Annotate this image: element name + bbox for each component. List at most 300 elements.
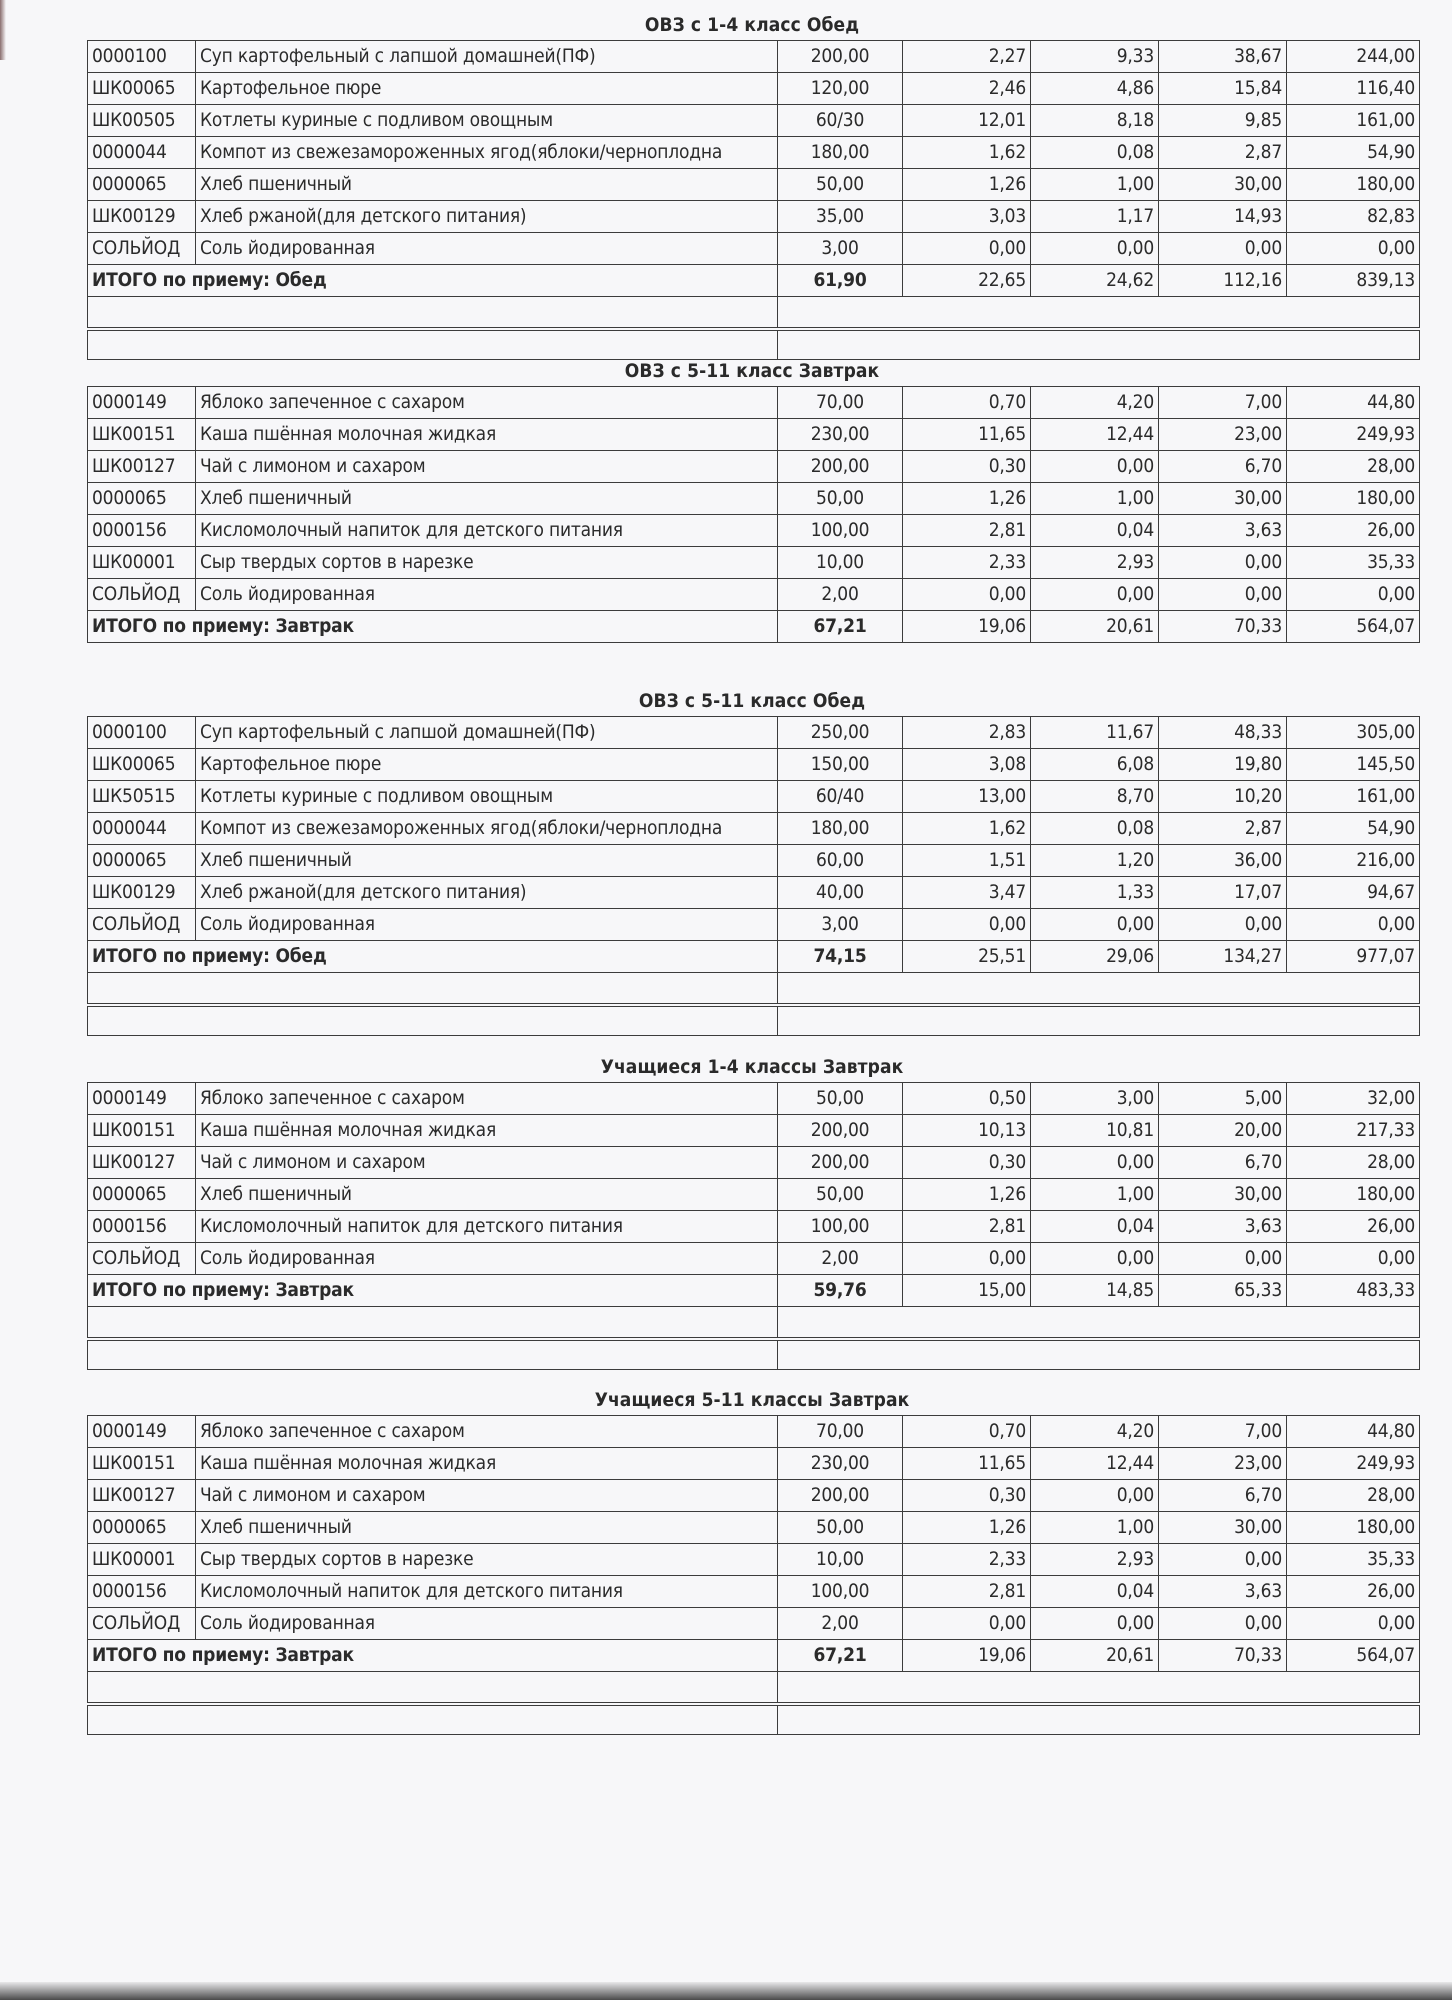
- dish-name: Компот из свежезамороженных ягод(яблоки/черноплодна: [196, 813, 778, 845]
- blank-row: [88, 1672, 1420, 1705]
- total-weight: 67,21: [778, 1640, 903, 1672]
- fat: 6,08: [1031, 749, 1159, 781]
- fat: 4,86: [1031, 73, 1159, 105]
- table-row: [88, 579, 1420, 611]
- protein: 0,30: [903, 1147, 1031, 1179]
- portion-weight: 100,00: [778, 1211, 903, 1243]
- menu-table: [87, 40, 1420, 360]
- protein: 2,81: [903, 1211, 1031, 1243]
- blank-row: [88, 1339, 1420, 1370]
- table-row: [88, 483, 1420, 515]
- protein: 2,46: [903, 73, 1031, 105]
- kcal: 28,00: [1287, 1480, 1420, 1512]
- scan-page-edge: [0, 0, 6, 60]
- portion-weight: 60/30: [778, 105, 903, 137]
- portion-weight: 40,00: [778, 877, 903, 909]
- protein: 2,33: [903, 1544, 1031, 1576]
- dish-code: ШК00151: [88, 419, 196, 451]
- dish-name: Кисломолочный напиток для детского питания: [196, 1211, 778, 1243]
- total-protein: 19,06: [903, 1640, 1031, 1672]
- table-row: [88, 1147, 1420, 1179]
- portion-weight: 2,00: [778, 579, 903, 611]
- dish-code: 0000065: [88, 169, 196, 201]
- kcal: 26,00: [1287, 515, 1420, 547]
- carbs: 30,00: [1159, 169, 1287, 201]
- portion-weight: 180,00: [778, 137, 903, 169]
- carbs: 23,00: [1159, 1448, 1287, 1480]
- table-row: [88, 515, 1420, 547]
- dish-name: Соль йодированная: [196, 233, 778, 265]
- carbs: 0,00: [1159, 1544, 1287, 1576]
- carbs: 30,00: [1159, 483, 1287, 515]
- kcal: 0,00: [1287, 1243, 1420, 1275]
- kcal: 145,50: [1287, 749, 1420, 781]
- portion-weight: 10,00: [778, 1544, 903, 1576]
- dish-code: 0000156: [88, 515, 196, 547]
- portion-weight: 200,00: [778, 1147, 903, 1179]
- kcal: 0,00: [1287, 909, 1420, 941]
- carbs: 14,93: [1159, 201, 1287, 233]
- protein: 12,01: [903, 105, 1031, 137]
- total-row: [88, 265, 1420, 297]
- dish-code: ШК00151: [88, 1115, 196, 1147]
- menu-section-ovz-5-11-breakfast: [87, 356, 1417, 643]
- dish-code: 0000149: [88, 387, 196, 419]
- total-protein: 25,51: [903, 941, 1031, 973]
- portion-weight: 10,00: [778, 547, 903, 579]
- kcal: 217,33: [1287, 1115, 1420, 1147]
- protein: 0,30: [903, 451, 1031, 483]
- protein: 1,26: [903, 1179, 1031, 1211]
- protein: 1,62: [903, 813, 1031, 845]
- section-title: Учащиеся 1-4 классы Завтрак: [600, 1056, 904, 1078]
- fat: 0,08: [1031, 137, 1159, 169]
- protein: 2,81: [903, 515, 1031, 547]
- dish-name: Сыр твердых сортов в нарезке: [196, 1544, 778, 1576]
- fat: 0,00: [1031, 233, 1159, 265]
- protein: 0,00: [903, 1608, 1031, 1640]
- protein: 3,03: [903, 201, 1031, 233]
- dish-code: ШК00127: [88, 1480, 196, 1512]
- portion-weight: 3,00: [778, 233, 903, 265]
- portion-weight: 180,00: [778, 813, 903, 845]
- kcal: 116,40: [1287, 73, 1420, 105]
- fat: 8,18: [1031, 105, 1159, 137]
- total-weight: 59,76: [778, 1275, 903, 1307]
- fat: 0,04: [1031, 515, 1159, 547]
- carbs: 3,63: [1159, 1576, 1287, 1608]
- dish-code: 0000065: [88, 483, 196, 515]
- carbs: 5,00: [1159, 1083, 1287, 1115]
- kcal: 26,00: [1287, 1211, 1420, 1243]
- total-fat: 14,85: [1031, 1275, 1159, 1307]
- dish-code: 0000100: [88, 41, 196, 73]
- total-weight: 74,15: [778, 941, 903, 973]
- carbs: 10,20: [1159, 781, 1287, 813]
- kcal: 249,93: [1287, 419, 1420, 451]
- fat: 0,00: [1031, 1147, 1159, 1179]
- carbs: 6,70: [1159, 1147, 1287, 1179]
- kcal: 26,00: [1287, 1576, 1420, 1608]
- menu-section-students-1-4-breakfast: [87, 1052, 1417, 1370]
- table-row: [88, 1211, 1420, 1243]
- total-kcal: 977,07: [1287, 941, 1420, 973]
- dish-name: Соль йодированная: [196, 1243, 778, 1275]
- carbs: 6,70: [1159, 451, 1287, 483]
- menu-table: [87, 1415, 1420, 1735]
- portion-weight: 2,00: [778, 1608, 903, 1640]
- menu-section-ovz-5-11-lunch: [87, 686, 1417, 1036]
- total-label: ИТОГО по приему: Обед: [88, 941, 778, 973]
- protein: 1,26: [903, 483, 1031, 515]
- fat: 0,04: [1031, 1211, 1159, 1243]
- dish-name: Сыр твердых сортов в нарезке: [196, 547, 778, 579]
- dish-name: Чай с лимоном и сахаром: [196, 451, 778, 483]
- fat: 9,33: [1031, 41, 1159, 73]
- carbs: 48,33: [1159, 717, 1287, 749]
- dish-code: ШК00127: [88, 451, 196, 483]
- dish-code: СОЛЬЙОД: [88, 579, 196, 611]
- blank-row: [88, 297, 1420, 330]
- carbs: 0,00: [1159, 579, 1287, 611]
- dish-name: Каша пшённая молочная жидкая: [196, 1448, 778, 1480]
- table-row: [88, 1115, 1420, 1147]
- dish-code: 0000044: [88, 813, 196, 845]
- kcal: 54,90: [1287, 813, 1420, 845]
- total-weight: 61,90: [778, 265, 903, 297]
- fat: 2,93: [1031, 1544, 1159, 1576]
- carbs: 15,84: [1159, 73, 1287, 105]
- portion-weight: 70,00: [778, 1416, 903, 1448]
- table-row: [88, 1083, 1420, 1115]
- table-row: [88, 137, 1420, 169]
- portion-weight: 60,00: [778, 845, 903, 877]
- kcal: 180,00: [1287, 1512, 1420, 1544]
- total-fat: 20,61: [1031, 611, 1159, 643]
- kcal: 54,90: [1287, 137, 1420, 169]
- kcal: 35,33: [1287, 547, 1420, 579]
- kcal: 82,83: [1287, 201, 1420, 233]
- protein: 0,00: [903, 1243, 1031, 1275]
- carbs: 0,00: [1159, 547, 1287, 579]
- carbs: 0,00: [1159, 909, 1287, 941]
- dish-code: ШК00001: [88, 1544, 196, 1576]
- carbs: 3,63: [1159, 1211, 1287, 1243]
- section-title: Учащиеся 5-11 классы Завтрак: [594, 1389, 910, 1411]
- dish-name: Котлеты куриные с подливом овощным: [196, 105, 778, 137]
- protein: 2,83: [903, 717, 1031, 749]
- kcal: 180,00: [1287, 483, 1420, 515]
- total-kcal: 839,13: [1287, 265, 1420, 297]
- carbs: 2,87: [1159, 813, 1287, 845]
- kcal: 180,00: [1287, 1179, 1420, 1211]
- protein: 10,13: [903, 1115, 1031, 1147]
- protein: 3,08: [903, 749, 1031, 781]
- dish-name: Соль йодированная: [196, 909, 778, 941]
- carbs: 6,70: [1159, 1480, 1287, 1512]
- carbs: 36,00: [1159, 845, 1287, 877]
- blank-row: [88, 1704, 1420, 1735]
- portion-weight: 230,00: [778, 1448, 903, 1480]
- carbs: 0,00: [1159, 1243, 1287, 1275]
- portion-weight: 50,00: [778, 169, 903, 201]
- dish-code: СОЛЬЙОД: [88, 233, 196, 265]
- fat: 4,20: [1031, 1416, 1159, 1448]
- total-protein: 22,65: [903, 265, 1031, 297]
- table-row: [88, 1544, 1420, 1576]
- dish-name: Каша пшённая молочная жидкая: [196, 1115, 778, 1147]
- table-row: [88, 73, 1420, 105]
- protein: 0,70: [903, 387, 1031, 419]
- carbs: 7,00: [1159, 1416, 1287, 1448]
- fat: 1,00: [1031, 483, 1159, 515]
- table-row: [88, 909, 1420, 941]
- dish-code: ШК00505: [88, 105, 196, 137]
- fat: 0,00: [1031, 909, 1159, 941]
- fat: 0,00: [1031, 1480, 1159, 1512]
- dish-name: Яблоко запеченное с сахаром: [196, 1416, 778, 1448]
- kcal: 0,00: [1287, 233, 1420, 265]
- menu-table: [87, 716, 1420, 1036]
- kcal: 216,00: [1287, 845, 1420, 877]
- protein: 0,30: [903, 1480, 1031, 1512]
- total-row: [88, 1640, 1420, 1672]
- fat: 4,20: [1031, 387, 1159, 419]
- total-protein: 15,00: [903, 1275, 1031, 1307]
- protein: 0,50: [903, 1083, 1031, 1115]
- total-weight: 67,21: [778, 611, 903, 643]
- dish-code: ШК00065: [88, 749, 196, 781]
- protein: 1,26: [903, 169, 1031, 201]
- dish-code: ШК00001: [88, 547, 196, 579]
- fat: 0,00: [1031, 1243, 1159, 1275]
- fat: 0,04: [1031, 1576, 1159, 1608]
- protein: 0,00: [903, 579, 1031, 611]
- protein: 1,26: [903, 1512, 1031, 1544]
- table-row: [88, 845, 1420, 877]
- dish-code: 0000065: [88, 845, 196, 877]
- kcal: 44,80: [1287, 387, 1420, 419]
- protein: 2,33: [903, 547, 1031, 579]
- dish-name: Яблоко запеченное с сахаром: [196, 1083, 778, 1115]
- dish-name: Котлеты куриные с подливом овощным: [196, 781, 778, 813]
- portion-weight: 3,00: [778, 909, 903, 941]
- protein: 2,81: [903, 1576, 1031, 1608]
- dish-name: Хлеб ржаной(для детского питания): [196, 201, 778, 233]
- portion-weight: 100,00: [778, 515, 903, 547]
- total-carbs: 65,33: [1159, 1275, 1287, 1307]
- menu-section-ovz-1-4-lunch: [87, 10, 1417, 360]
- portion-weight: 150,00: [778, 749, 903, 781]
- protein: 11,65: [903, 1448, 1031, 1480]
- table-row: [88, 419, 1420, 451]
- protein: 0,00: [903, 233, 1031, 265]
- portion-weight: 50,00: [778, 1083, 903, 1115]
- portion-weight: 50,00: [778, 1179, 903, 1211]
- total-label: ИТОГО по приему: Завтрак: [88, 611, 778, 643]
- dish-name: Хлеб пшеничный: [196, 1512, 778, 1544]
- total-fat: 29,06: [1031, 941, 1159, 973]
- total-label: ИТОГО по приему: Завтрак: [88, 1275, 778, 1307]
- table-row: [88, 1179, 1420, 1211]
- dish-name: Чай с лимоном и сахаром: [196, 1147, 778, 1179]
- carbs: 7,00: [1159, 387, 1287, 419]
- table-row: [88, 1576, 1420, 1608]
- dish-name: Соль йодированная: [196, 1608, 778, 1640]
- portion-weight: 100,00: [778, 1576, 903, 1608]
- kcal: 161,00: [1287, 105, 1420, 137]
- table-row: [88, 1243, 1420, 1275]
- portion-weight: 70,00: [778, 387, 903, 419]
- fat: 1,00: [1031, 169, 1159, 201]
- portion-weight: 200,00: [778, 1480, 903, 1512]
- total-kcal: 564,07: [1287, 611, 1420, 643]
- kcal: 180,00: [1287, 169, 1420, 201]
- dish-code: ШК00127: [88, 1147, 196, 1179]
- total-label: ИТОГО по приему: Обед: [88, 265, 778, 297]
- table-row: [88, 877, 1420, 909]
- fat: 2,93: [1031, 547, 1159, 579]
- protein: 13,00: [903, 781, 1031, 813]
- dish-name: Соль йодированная: [196, 579, 778, 611]
- portion-weight: 50,00: [778, 1512, 903, 1544]
- dish-name: Кисломолочный напиток для детского питания: [196, 515, 778, 547]
- dish-code: СОЛЬЙОД: [88, 909, 196, 941]
- dish-name: Компот из свежезамороженных ягод(яблоки/черноплодна: [196, 137, 778, 169]
- carbs: 0,00: [1159, 1608, 1287, 1640]
- kcal: 249,93: [1287, 1448, 1420, 1480]
- blank-row: [88, 1005, 1420, 1036]
- kcal: 28,00: [1287, 451, 1420, 483]
- menu-section-students-5-11-breakfast: [87, 1385, 1417, 1735]
- table-row: [88, 717, 1420, 749]
- fat: 0,00: [1031, 1608, 1159, 1640]
- carbs: 2,87: [1159, 137, 1287, 169]
- table-row: [88, 169, 1420, 201]
- total-row: [88, 1275, 1420, 1307]
- total-kcal: 564,07: [1287, 1640, 1420, 1672]
- fat: 1,00: [1031, 1512, 1159, 1544]
- portion-weight: 200,00: [778, 451, 903, 483]
- table-row: [88, 1416, 1420, 1448]
- dish-code: ШК00129: [88, 877, 196, 909]
- fat: 1,33: [1031, 877, 1159, 909]
- total-fat: 20,61: [1031, 1640, 1159, 1672]
- portion-weight: 50,00: [778, 483, 903, 515]
- protein: 3,47: [903, 877, 1031, 909]
- protein: 0,70: [903, 1416, 1031, 1448]
- fat: 1,20: [1031, 845, 1159, 877]
- dish-name: Каша пшённая молочная жидкая: [196, 419, 778, 451]
- kcal: 44,80: [1287, 1416, 1420, 1448]
- blank-row: [88, 1307, 1420, 1340]
- dish-code: 0000149: [88, 1083, 196, 1115]
- kcal: 32,00: [1287, 1083, 1420, 1115]
- table-row: [88, 201, 1420, 233]
- total-carbs: 70,33: [1159, 1640, 1287, 1672]
- table-row: [88, 41, 1420, 73]
- dish-code: 0000149: [88, 1416, 196, 1448]
- dish-code: 0000065: [88, 1512, 196, 1544]
- dish-name: Суп картофельный с лапшой домашней(ПФ): [196, 717, 778, 749]
- carbs: 17,07: [1159, 877, 1287, 909]
- carbs: 3,63: [1159, 515, 1287, 547]
- carbs: 9,85: [1159, 105, 1287, 137]
- dish-name: Хлеб пшеничный: [196, 845, 778, 877]
- dish-name: Картофельное пюре: [196, 73, 778, 105]
- section-title: ОВЗ с 1-4 класс Обед: [644, 14, 860, 36]
- dish-name: Суп картофельный с лапшой домашней(ПФ): [196, 41, 778, 73]
- portion-weight: 200,00: [778, 1115, 903, 1147]
- blank-row: [88, 329, 1420, 360]
- protein: 2,27: [903, 41, 1031, 73]
- carbs: 0,00: [1159, 233, 1287, 265]
- dish-name: Кисломолочный напиток для детского питания: [196, 1576, 778, 1608]
- kcal: 94,67: [1287, 877, 1420, 909]
- dish-name: Яблоко запеченное с сахаром: [196, 387, 778, 419]
- kcal: 305,00: [1287, 717, 1420, 749]
- scan-bottom-edge: [0, 1982, 1452, 2000]
- dish-code: СОЛЬЙОД: [88, 1243, 196, 1275]
- total-protein: 19,06: [903, 611, 1031, 643]
- menu-table: [87, 386, 1420, 643]
- dish-name: Картофельное пюре: [196, 749, 778, 781]
- fat: 11,67: [1031, 717, 1159, 749]
- menu-table: [87, 1082, 1420, 1370]
- dish-code: ШК00151: [88, 1448, 196, 1480]
- table-row: [88, 547, 1420, 579]
- dish-code: ШК00065: [88, 73, 196, 105]
- total-label: ИТОГО по приему: Завтрак: [88, 1640, 778, 1672]
- fat: 0,00: [1031, 579, 1159, 611]
- section-title: ОВЗ с 5-11 класс Обед: [638, 690, 866, 712]
- fat: 0,08: [1031, 813, 1159, 845]
- dish-code: ШК00129: [88, 201, 196, 233]
- total-row: [88, 611, 1420, 643]
- dish-name: Хлеб ржаной(для детского питания): [196, 877, 778, 909]
- dish-name: Чай с лимоном и сахаром: [196, 1480, 778, 1512]
- blank-row: [88, 973, 1420, 1006]
- kcal: 0,00: [1287, 1608, 1420, 1640]
- kcal: 28,00: [1287, 1147, 1420, 1179]
- fat: 1,00: [1031, 1179, 1159, 1211]
- table-row: [88, 105, 1420, 137]
- table-row: [88, 451, 1420, 483]
- carbs: 30,00: [1159, 1179, 1287, 1211]
- dish-name: Хлеб пшеничный: [196, 1179, 778, 1211]
- fat: 12,44: [1031, 419, 1159, 451]
- portion-weight: 200,00: [778, 41, 903, 73]
- total-carbs: 134,27: [1159, 941, 1287, 973]
- carbs: 20,00: [1159, 1115, 1287, 1147]
- dish-code: 0000156: [88, 1576, 196, 1608]
- table-row: [88, 1512, 1420, 1544]
- dish-code: 0000156: [88, 1211, 196, 1243]
- fat: 0,00: [1031, 451, 1159, 483]
- portion-weight: 120,00: [778, 73, 903, 105]
- dish-name: Хлеб пшеничный: [196, 483, 778, 515]
- dish-name: Хлеб пшеничный: [196, 169, 778, 201]
- carbs: 23,00: [1159, 419, 1287, 451]
- protein: 0,00: [903, 909, 1031, 941]
- table-row: [88, 1480, 1420, 1512]
- kcal: 161,00: [1287, 781, 1420, 813]
- carbs: 30,00: [1159, 1512, 1287, 1544]
- table-row: [88, 813, 1420, 845]
- total-kcal: 483,33: [1287, 1275, 1420, 1307]
- kcal: 244,00: [1287, 41, 1420, 73]
- total-carbs: 70,33: [1159, 611, 1287, 643]
